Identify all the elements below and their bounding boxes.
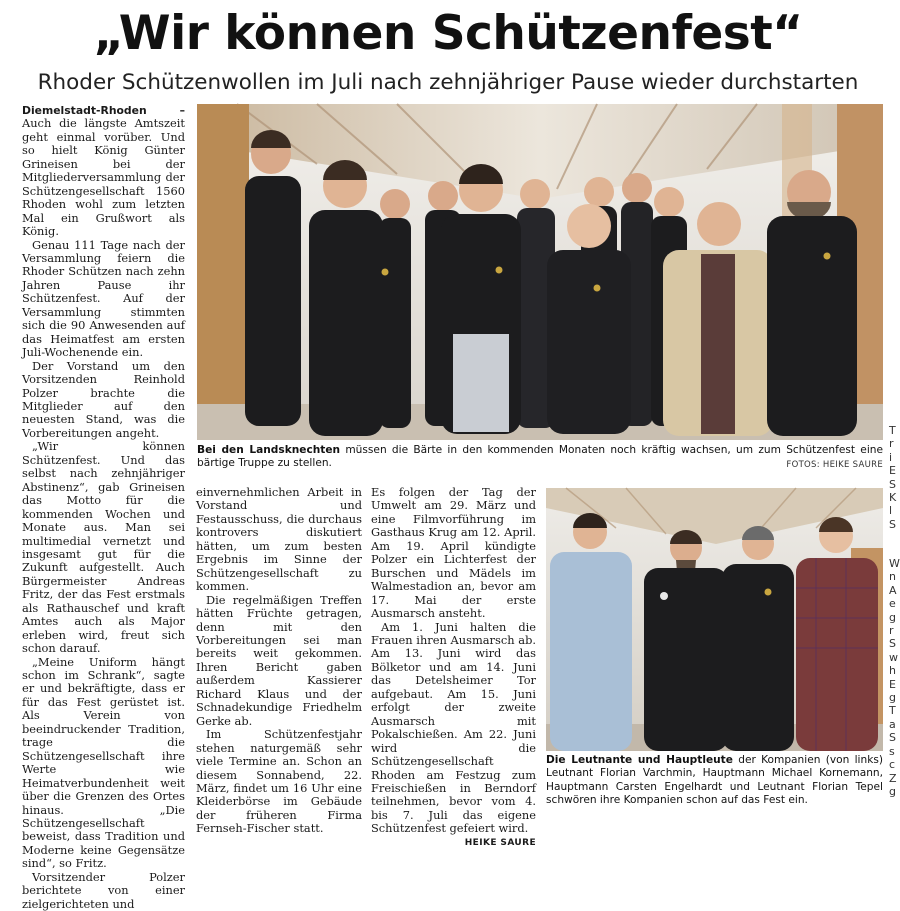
dateline: Diemelstadt-Rhoden – — [22, 104, 185, 117]
paragraph: „Meine Uniform hängt schon im Schrank“, sagte er und bekräftigte, dass er für das Fest gerüstet ist. Als Verein von beeindruckender Tradition, trage die Schützengesellschaft ihre Werte wie Heimatverbundenheit weit über die Grenzen des Ortes hinaus. „Die Schützengesellschaft beweist, dass Tradition und Moderne keine Gegensätze sind“, so Fritz. — [22, 654, 185, 871]
adjacent-article-edge-lower: W n A e g r S w h E g T a S s c Z g — [889, 557, 900, 798]
text-column-3 — [371, 485, 536, 848]
headline: „Wir können Schützenfest“ — [93, 6, 803, 61]
paragraph: Diemelstadt-Rhoden – Auch die längste Amtszeit geht einmal vorüber. Und so hielt König Günter Grineisen bei der Mitgliederversammlung der Schützengesellschaft 1560 Rhoden wohl zum letzten Mal ein Grußwort als König. — [22, 104, 185, 239]
group-photo-landsknechte — [197, 104, 883, 440]
paragraph: Am 1. Juni halten die Frauen ihren Ausmarsch ab. Am 13. Juni wird das Bölketor und am 14. Juni das Detelsheimer Tor aufgebaut. Am 15. Juni erfolgt der zweite Ausmarsch mit Pokalschießen. Am 22. Juni wird die Schützengesellschaft Rhoden am Festzug zum Freischießen in Berndorf teilnehmen, bevor vom 4. bis 7. Juli das eigene Schützenfest gefeiert wird. — [371, 619, 536, 836]
paragraph: einvernehmlichen Arbeit in Vorstand und Festausschuss, die durchaus kontrovers diskutiert hätten, um zum besten Ergebnis im Sinne der Schützengesellschaft zu kommen. — [196, 485, 362, 594]
paragraph: Vorsitzender Polzer berichtete von einer zielgerichteten und — [22, 869, 185, 911]
text-column-2 — [196, 485, 362, 836]
paragraph: Im Schützenfestjahr stehen naturgemäß sehr viele Termine an. Schon an diesem Sonnabend, 22. März, findet um 16 Uhr eine Kleiderbörse im Gebäude der früheren Firma Fernseh-Fischer statt. — [196, 727, 362, 836]
paragraph: Es folgen der Tag der Umwelt am 29. März und eine Filmvorführung im Gasthaus Krug am 12. April. Am 19. April kündigte Polzer ein Lichterfest der Burschen und Mädels im Walmestadion an, bevor am 17. Mai der erste Ausmarsch ansteht. — [371, 485, 536, 621]
paragraph: „Wir können Schützenfest. Und das selbst nach zehnjähriger Abstinenz“, gab Grineisen das Motto für die kommenden Wochen und Monate aus. Man sei multimedial vernetzt und insgesamt gut für die Zukunft aufgestellt. Auch Bürgermeister Andreas Fritz, der das Fest erstmals als Rathauschef und kraft Amtes auch als Major erleben wird, freut sich schon darauf. — [22, 439, 185, 656]
paragraph: Die regelmäßigen Treffen hätten Früchte getragen, denn mit den Vorbereitungen sei man bereits weit gekommen. Ihren Bericht gaben außerdem Kassierer Richard Klaus und der Schnadekundige Friedhelm Gerke ab. — [196, 592, 362, 728]
photo-credit: FOTOS: HEIKE SAURE — [786, 460, 883, 470]
author-byline: HEIKE SAURE — [464, 837, 536, 848]
paragraph: Der Vorstand um den Vorsitzenden Reinhold Polzer brachte die Mitglieder auf den neuesten Stand, was die Vorbereitungen angeht. — [22, 358, 185, 440]
photo-caption-2: Die Leutnante und Hauptleute der Kompanien (von links) Leutnant Florian Varchmin, Hauptmann Michael Kornemann, Hauptmann Carsten Engelhardt und Leutnant Florian Tepel schwören ihre Kompanien schon auf das Fest ein. — [546, 754, 883, 806]
paragraph: Genau 111 Tage nach der Versammlung feiern die Rhoder Schützen nach zehn Jahren Pause ihr Schützenfest. Auf der Versammlung stimmten sich die 90 Anwesenden auf das Heimatfest am ersten Juli-Wochenende ein. — [22, 237, 185, 360]
photo-caption-1: Bei den Landsknechten müssen die Bärte in den kommenden Monaten noch kräftig wachsen, um zum Schützenfest eine bärtige Truppe zu stellen. — [197, 444, 884, 470]
subheadline: Rhoder Schützenwollen im Juli nach zehnjähriger Pause wieder durchstarten — [37, 70, 859, 95]
adjacent-article-edge-upper: T r i E S K l S — [889, 424, 897, 531]
text-column-1 — [22, 104, 185, 911]
group-photo-leutnante-hauptleute — [546, 488, 883, 751]
